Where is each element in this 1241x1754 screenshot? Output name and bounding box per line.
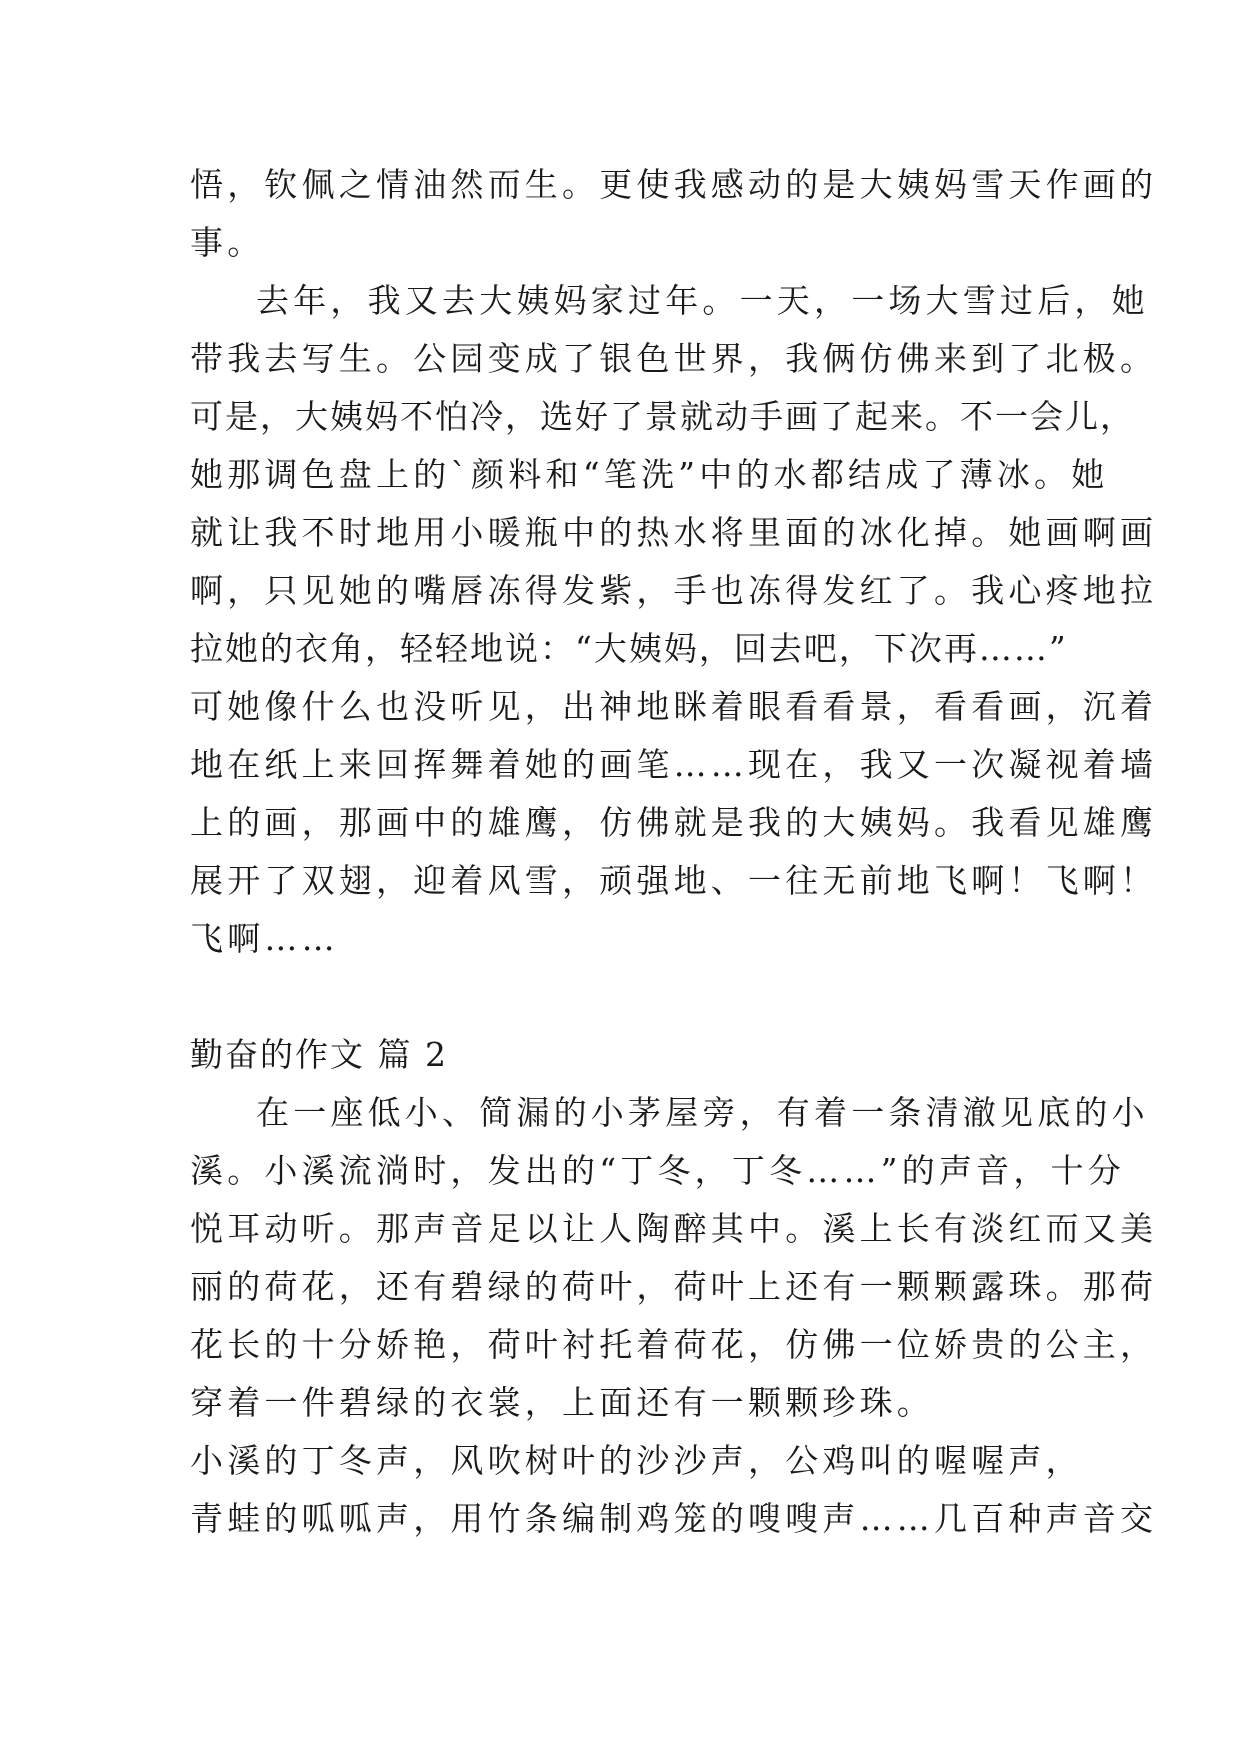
paragraph-line: 事。 bbox=[190, 223, 265, 262]
paragraph-line: 青蛙的呱呱声，用竹条编制鸡笼的嗖嗖声……几百种声音交 bbox=[190, 1499, 1158, 1538]
paragraph-line: 就让我不时地用小暖瓶中的热水将里面的冰化掉。她画啊画 bbox=[190, 513, 1158, 552]
paragraph-line: 可她像什么也没听见，出神地眯着眼看看景，看看画，沉着 bbox=[190, 687, 1158, 726]
paragraph-line: 悦耳动听。那声音足以让人陶醉其中。溪上长有淡红而又美 bbox=[190, 1209, 1158, 1248]
section-heading: 勤奋的作文 篇 2 bbox=[190, 1035, 448, 1074]
paragraph-line: 在一座低小、简漏的小茅屋旁，有着一条清澈见底的小 bbox=[256, 1093, 1149, 1132]
section-spacer bbox=[190, 968, 1070, 1026]
paragraph-line: 小溪的丁冬声，风吹树叶的沙沙声，公鸡叫的喔喔声， bbox=[190, 1441, 1083, 1480]
paragraph-line: 上的画，那画中的雄鹰，仿佛就是我的大姨妈。我看见雄鹰 bbox=[190, 803, 1158, 842]
paragraph-line: 啊，只见她的嘴唇冻得发紫，手也冻得发红了。我心疼地拉 bbox=[190, 571, 1158, 610]
paragraph-line: 穿着一件碧绿的衣裳，上面还有一颗颗珍珠。 bbox=[190, 1383, 934, 1422]
paragraph-line: 她那调色盘上的`颜料和“笔洗”中的水都结成了薄冰。她 bbox=[190, 455, 1109, 494]
paragraph-line: 去年，我又去大姨妈家过年。一天，一场大雪过后，她 bbox=[256, 281, 1149, 320]
paragraph-line: 飞啊…… bbox=[190, 919, 339, 958]
paragraph-line: 可是，大姨妈不怕冷，选好了景就动手画了起来。不一会儿， bbox=[190, 397, 1135, 436]
paragraph-line: 地在纸上来回挥舞着她的画笔……现在，我又一次凝视着墙 bbox=[190, 745, 1158, 784]
paragraph-line: 花长的十分娇艳，荷叶衬托着荷花，仿佛一位娇贵的公主， bbox=[190, 1325, 1158, 1364]
paragraph-line: 带我去写生。公园变成了银色世界，我俩仿佛来到了北极。 bbox=[190, 339, 1158, 378]
essay-body bbox=[190, 156, 1158, 1548]
paragraph-line: 溪。小溪流淌时，发出的“丁冬，丁冬……”的声音，十分 bbox=[190, 1151, 1125, 1190]
paragraph-line: 丽的荷花，还有碧绿的荷叶，荷叶上还有一颗颗露珠。那荷 bbox=[190, 1267, 1158, 1306]
paragraph-line: 展开了双翅，迎着风雪，顽强地、一往无前地飞啊！飞啊！ bbox=[190, 861, 1158, 900]
paragraph-line: 拉她的衣角，轻轻地说：“大姨妈，回去吧，下次再……” bbox=[190, 629, 1068, 668]
paragraph-line: 悟，钦佩之情油然而生。更使我感动的是大姨妈雪天作画的 bbox=[190, 165, 1158, 204]
